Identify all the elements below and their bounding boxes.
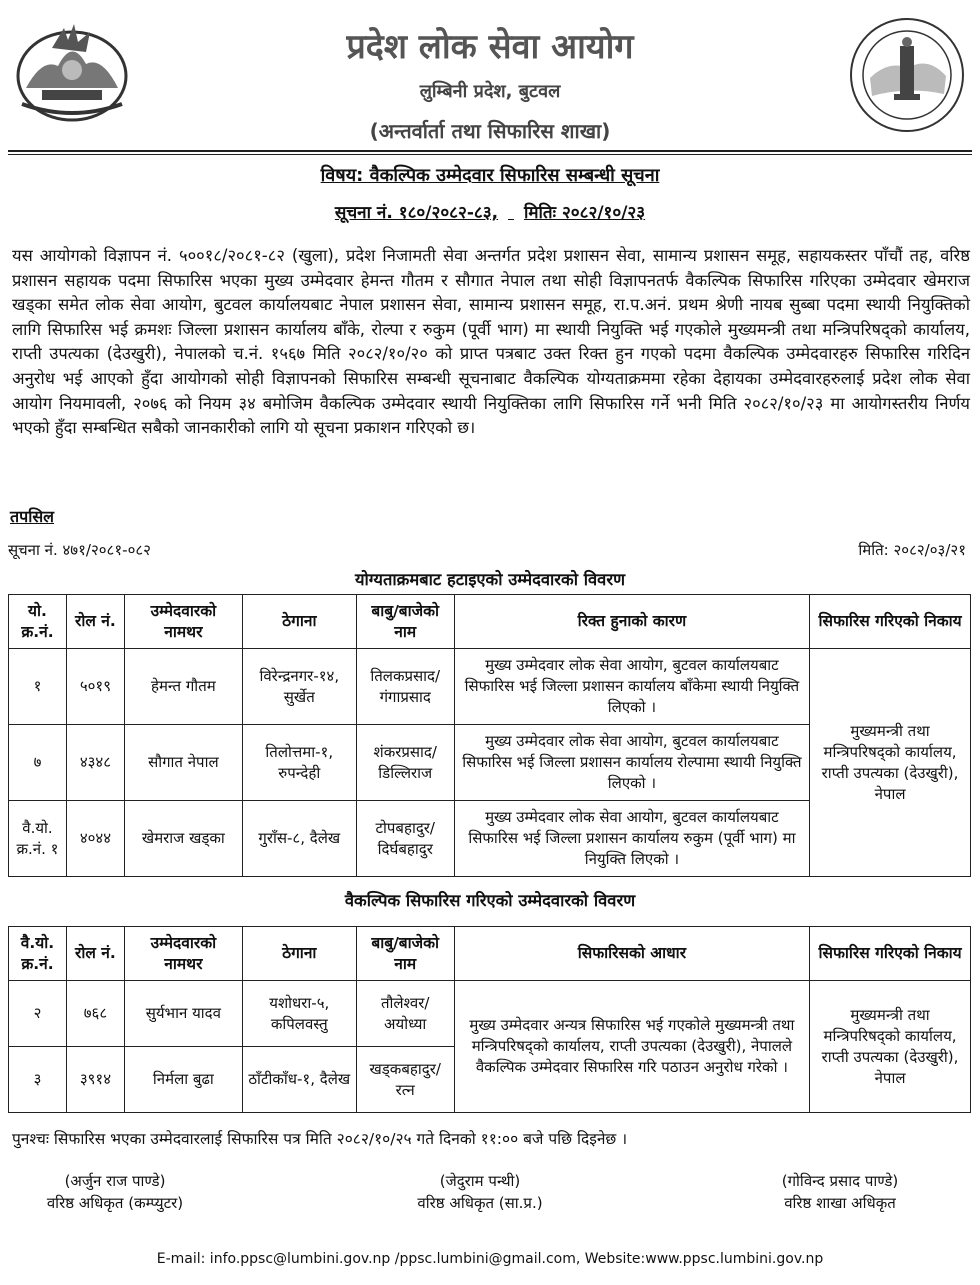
notice-date: मितिः २०८२/१०/२३ [523, 203, 646, 223]
notice-number: सूचना नं. १८०/२०८२-८३, [334, 203, 499, 223]
body-paragraph: यस आयोगको विज्ञापन नं. ५००१८/२०८१-८२ (खुला), प्रदेश निजामती सेवा अन्तर्गत प्रदेश प्रशासन सेवा, सामान्य प्रशासन समूह, सहायकस्तर पाँचौं तह, वरिष्ठ प्रशासन सहायक पदमा सिफारिस भएका मुख्य उम्मेदवार हेमन्त गौतम र सौगात नेपाल तथा सोही विज्ञापनतर्फ वैकल्पिक सिफारिस गरिएका उम्मेदवार खेमराज खड्का समेत लोक सेवा आयोग, बुटवल कार्यालयबाट नेपाल प्रशासन सेवा, सामान्य प्रशासन समूह, रा.प.अनं. प्रथम श्रेणी नायब सुब्बा पदमा स्थायी नियुक्तिको लागि सिफारिस भई क्रमशः जिल्ला प्रशासन कार्यालय बाँके, रोल्पा र रुकुम (पूर्वी भाग) मा स्थायी नियुक्ति भई गएकोले मुख्यमन्त्री तथा मन्त्रिपरिषद्को कार्यालय, राप्ती उपत्यका (देउखुरी), नेपालको च.नं. १५६७ मिति २०८२/१०/२० को प्राप्त पत्रबाट उक्त रिक्त हुन गएको पदमा वैकल्पिक उम्मेदवारहरु सिफारिस गरिदिन अनुरोध भई आएको हुँदा आयोगको सोही विज्ञापनको सिफारिस सम्बन्धी सूचनाबाट वैकल्पिक योग्यताक्रममा रहेका देहायका उम्मेदवारहरुलाई प्रदेश लोक सेवा आयोग नियमावली, २०७६ को नियम ३४ बमोजिम वैकल्पिक उम्मेदवार स्थायी नियुक्तिका लागि सिफारिस गर्ने भनी मिति २०८२/१०/२३ मा आयोगस्तरीय निर्णय भएको हुँदा सम्बन्धित सबैको जानकारीको लागि यो सूचना प्रकाशन गरिएको छ। [12, 246, 970, 438]
table-row [9, 649, 971, 725]
cell-agency: मुख्यमन्त्री तथा मन्त्रिपरिषद्को कार्यालय, राप्ती उपत्यका (देउखुरी), नेपाल [810, 981, 971, 1113]
cell-roll: ४३४८ [66, 725, 124, 801]
cell-parent: टोपबहादुर/ दिर्घबहादुर [356, 801, 454, 877]
cell-roll: ४०४४ [66, 801, 124, 877]
col-header: रिक्त हुनाको कारण [454, 595, 809, 649]
cell-name: हेमन्त गौतम [124, 649, 242, 725]
removed-candidates-table [8, 594, 971, 877]
signatory-name: (अर्जुन राज पाण्डे) [64, 1172, 166, 1190]
office-subtitle: लुम्बिनी प्रदेश, बुटवल [419, 81, 561, 102]
signatory-name: (जेदुराम पन्थी) [439, 1172, 521, 1190]
col-header: उम्मेदवारको नामथर [124, 595, 242, 649]
notice-number-line [0, 200, 980, 223]
cell-address: तिलोत्तमा-१, रुपन्देही [242, 725, 356, 801]
cell-sn: ७ [9, 725, 67, 801]
cell-name: खेमराज खड्का [124, 801, 242, 877]
col-header: वै.यो. क्र.नं. [9, 927, 67, 981]
header-divider [8, 150, 972, 152]
cell-reason: मुख्य उम्मेदवार लोक सेवा आयोग, बुटवल कार्यालयबाट सिफारिस भई जिल्ला प्रशासन कार्यालय रुकुम (पूर्वी भाग) मा नियुक्ति लिएको । [454, 801, 809, 877]
col-header: यो. क्र.नं. [9, 595, 67, 649]
cell-name: निर्मला बुढा [124, 1047, 242, 1113]
cell-parent: तिलकप्रसाद/ गंगाप्रसाद [356, 649, 454, 725]
signatory-1 [20, 1170, 210, 1214]
col-header: बाबु/बाजेको नाम [356, 927, 454, 981]
recommended-candidates-table [8, 926, 971, 1113]
signatory-2 [390, 1170, 570, 1214]
cell-roll: ५०१९ [66, 649, 124, 725]
col-header: ठेगाना [242, 595, 356, 649]
postscript: पुनश्चः सिफारिस भएका उम्मेदवारलाई सिफारिस पत्र मिति २०८२/१०/२५ गते दिनको ११:०० बजे पछि दिइनेछ । [12, 1130, 628, 1148]
cell-name: सुर्यभान यादव [124, 981, 242, 1047]
office-title: प्रदेश लोक सेवा आयोग [346, 27, 634, 67]
signatory-title: वरिष्ठ अधिकृत (सा.प्र.) [417, 1194, 543, 1212]
cell-agency: मुख्यमन्त्री तथा मन्त्रिपरिषद्को कार्यालय, राप्ती उपत्यका (देउखुरी), नेपाल [810, 649, 971, 877]
cell-reason: मुख्य उम्मेदवार लोक सेवा आयोग, बुटवल कार्यालयबाट सिफारिस भई जिल्ला प्रशासन कार्यालय बाँकेमा स्थायी नियुक्ति लिएको । [454, 649, 809, 725]
table1-title: योग्यताक्रमबाट हटाइएको उम्मेदवारको विवरण [354, 570, 626, 589]
col-header: सिफारिसको आधार [454, 927, 809, 981]
table-row [9, 981, 971, 1047]
cell-roll: ३९१४ [66, 1047, 124, 1113]
header-divider-thin [8, 154, 972, 155]
col-header: सिफारिस गरिएको निकाय [810, 595, 971, 649]
cell-sn: १ [9, 649, 67, 725]
col-header: ठेगाना [242, 927, 356, 981]
branch-name: (अन्तर्वार्ता तथा सिफारिस शाखा) [369, 119, 611, 143]
reference-date: मिति: २०८२/०३/२१ [858, 541, 966, 559]
col-header: बाबु/बाजेको नाम [356, 595, 454, 649]
table-header-row [9, 595, 971, 649]
col-header: उम्मेदवारको नामथर [124, 927, 242, 981]
cell-sn: वै.यो. क्र.नं. १ [9, 801, 67, 877]
tapsil-heading: तपसिल [10, 507, 55, 526]
cell-basis: मुख्य उम्मेदवार अन्यत्र सिफारिस भई गएकोले मुख्यमन्त्री तथा मन्त्रिपरिषद्को कार्यालय, राप्ती उपत्यका (देउखुरी), नेपालले वैकल्पिक उम्मेदवार सिफारिस गरि पठाउन अनुरोध गरेको । [454, 981, 809, 1113]
cell-address: गुराँस-८, दैलेख [242, 801, 356, 877]
notice-subject: विषय: वैकल्पिक उम्मेदवार सिफारिस सम्बन्धी सूचना [320, 165, 660, 186]
signatory-title: वरिष्ठ शाखा अधिकृत [784, 1194, 896, 1212]
reference-notice: सूचना नं. ४७१/२०८१-०८२ [8, 541, 151, 559]
cell-sn: ३ [9, 1047, 67, 1113]
cell-roll: ७६८ [66, 981, 124, 1047]
contact-footer: E-mail: info.ppsc@lumbini.gov.np /ppsc.lumbini@gmail.com, Website:www.ppsc.lumbini.gov.np [156, 1251, 824, 1267]
cell-sn: २ [9, 981, 67, 1047]
cell-name: सौगात नेपाल [124, 725, 242, 801]
col-header: रोल नं. [66, 927, 124, 981]
cell-parent: शंकरप्रसाद/ डिल्लिराज [356, 725, 454, 801]
signatory-name: (गोविन्द प्रसाद पाण्डे) [781, 1172, 899, 1190]
cell-reason: मुख्य उम्मेदवार लोक सेवा आयोग, बुटवल कार्यालयबाट सिफारिस भई जिल्ला प्रशासन कार्यालय रोल्पामा स्थायी नियुक्ति लिएको । [454, 725, 809, 801]
cell-address: यशोधरा-५, कपिलवस्तु [242, 981, 356, 1047]
cell-parent: तौलेश्वर/ अयोध्या [356, 981, 454, 1047]
col-header: सिफारिस गरिएको निकाय [810, 927, 971, 981]
cell-parent: खड्कबहादुर/ रत्न [356, 1047, 454, 1113]
cell-address: विरेन्द्रनगर-१४, सुर्खेत [242, 649, 356, 725]
cell-address: ठाँटीकाँध-१, दैलेख [242, 1047, 356, 1113]
table-header-row [9, 927, 971, 981]
signatory-title: वरिष्ठ अधिकृत (कम्प्युटर) [46, 1194, 184, 1212]
col-header: रोल नं. [66, 595, 124, 649]
signatory-3 [740, 1170, 940, 1214]
table2-title: वैकल्पिक सिफारिस गरिएको उम्मेदवारको विवरण [344, 891, 636, 910]
